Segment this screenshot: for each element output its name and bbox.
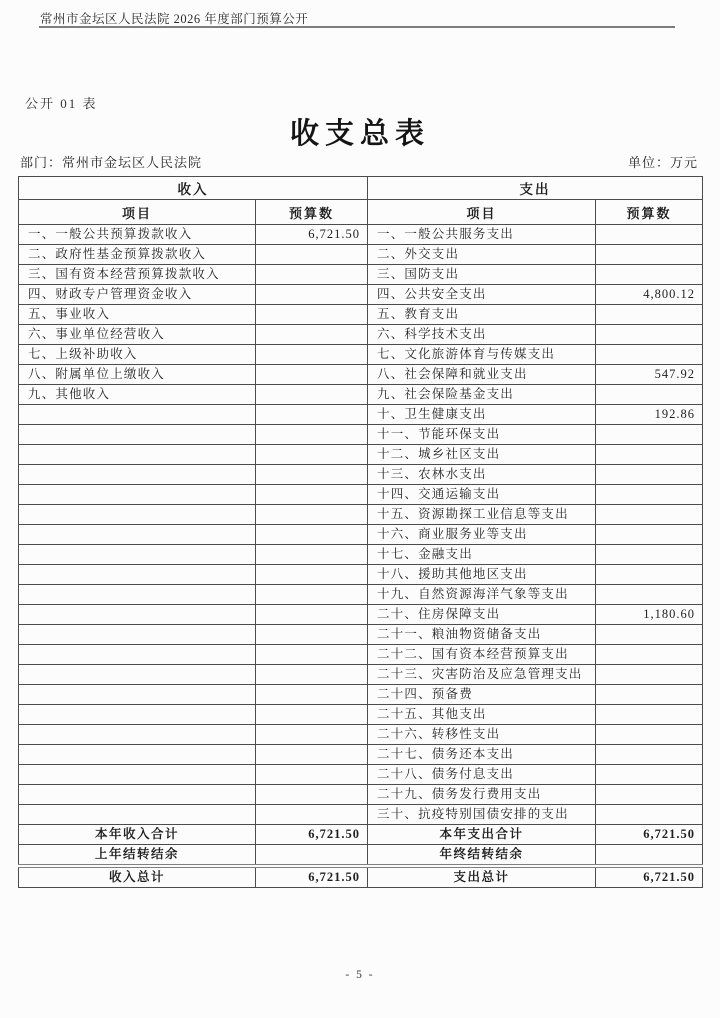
total-row [19,845,703,867]
income-budget-cell [256,585,368,605]
income-budget-cell [256,545,368,565]
table-row [19,305,703,325]
expense-item-cell: 二、外交支出 [368,245,596,265]
table-row [19,225,703,245]
expense-item-cell: 二十二、国有资本经营预算支出 [368,645,596,665]
table-meta-row [20,152,698,171]
expense-item-cell: 二十九、债务发行费用支出 [368,785,596,805]
expense-budget-cell [596,325,703,345]
income-budget-column-header: 预算数 [256,200,368,225]
expense-item-cell: 四、公共安全支出 [368,285,596,305]
expense-item-cell: 十三、农林水支出 [368,465,596,485]
table-row [19,665,703,685]
page-title: 收支总表 [289,118,430,150]
section-header-row [19,177,703,200]
expense-budget-cell [596,305,703,325]
expense-section-header: 支出 [368,177,703,200]
expense-item-cell: 支出总计 [368,866,596,888]
table-row [19,465,703,485]
income-item-cell [19,725,256,745]
document-header-title: 常州市金坛区人民法院 2026 年度部门预算公开 [40,12,309,26]
expense-item-cell: 三十、抗疫特别国债安排的支出 [368,805,596,825]
expense-budget-cell: 4,800.12 [596,285,703,305]
table-row [19,405,703,425]
header-divider [39,26,675,28]
income-item-cell: 六、事业单位经营收入 [19,325,256,345]
income-budget-cell [256,325,368,345]
income-item-cell: 本年收入合计 [19,825,256,845]
table-row [19,525,703,545]
table-row [19,705,703,725]
table-row [19,585,703,605]
income-item-cell [19,525,256,545]
income-item-cell [19,465,256,485]
expense-budget-cell [596,465,703,485]
page-number: - 5 - [345,969,375,981]
expense-item-cell: 二十、住房保障支出 [368,605,596,625]
expense-budget-cell [596,805,703,825]
expense-item-cell: 二十六、转移性支出 [368,725,596,745]
income-budget-cell [256,705,368,725]
expense-budget-cell [596,245,703,265]
income-budget-cell [256,645,368,665]
income-item-cell [19,485,256,505]
income-budget-cell [256,405,368,425]
income-item-cell: 七、上级补助收入 [19,345,256,365]
income-item-cell [19,425,256,445]
table-row [19,805,703,825]
income-budget-cell [256,625,368,645]
table-row [19,605,703,625]
expense-item-cell: 二十三、灾害防治及应急管理支出 [368,665,596,685]
expense-item-cell: 二十五、其他支出 [368,705,596,725]
income-budget-cell [256,505,368,525]
income-budget-cell [256,665,368,685]
expense-budget-cell: 192.86 [596,405,703,425]
table-row [19,325,703,345]
expense-budget-cell [596,505,703,525]
income-item-cell [19,705,256,725]
expense-item-cell: 本年支出合计 [368,825,596,845]
income-item-cell [19,445,256,465]
expense-budget-cell [596,445,703,465]
expense-budget-cell [596,645,703,665]
expense-budget-cell [596,845,703,867]
income-item-column-header: 项目 [19,200,256,225]
table-row [19,425,703,445]
income-budget-cell [256,385,368,405]
expense-item-cell: 十二、城乡社区支出 [368,445,596,465]
total-row [19,825,703,845]
expense-budget-column-header: 预算数 [596,200,703,225]
expense-budget-cell [596,345,703,365]
income-budget-cell [256,685,368,705]
expense-item-cell: 十七、金融支出 [368,545,596,565]
income-budget-cell [256,725,368,745]
expense-item-column-header: 项目 [368,200,596,225]
income-item-cell: 三、国有资本经营预算拨款收入 [19,265,256,285]
expense-budget-cell [596,705,703,725]
income-budget-cell [256,485,368,505]
income-budget-cell [256,565,368,585]
income-item-cell: 收入总计 [19,866,256,888]
income-item-cell: 四、财政专户管理资金收入 [19,285,256,305]
table-row [19,545,703,565]
department-label: 部门：常州市金坛区人民法院 [20,155,203,170]
expense-budget-cell: 6,721.50 [596,825,703,845]
income-budget-cell: 6,721.50 [256,825,368,845]
expense-item-cell: 二十八、债务付息支出 [368,765,596,785]
table-row [19,725,703,745]
expense-item-cell: 七、文化旅游体育与传媒支出 [368,345,596,365]
expense-budget-cell: 1,180.60 [596,605,703,625]
expense-budget-cell [596,525,703,545]
income-item-cell [19,505,256,525]
income-item-cell: 五、事业收入 [19,305,256,325]
income-budget-cell [256,345,368,365]
expense-budget-cell [596,665,703,685]
expense-item-cell: 十八、援助其他地区支出 [368,565,596,585]
expense-budget-cell [596,745,703,765]
income-budget-cell [256,805,368,825]
expense-budget-cell [596,765,703,785]
expense-budget-cell [596,585,703,605]
income-budget-cell [256,785,368,805]
income-item-cell [19,665,256,685]
expense-item-cell: 六、科学技术支出 [368,325,596,345]
income-item-cell [19,585,256,605]
expense-budget-cell [596,625,703,645]
expense-budget-cell [596,265,703,285]
income-item-cell [19,645,256,665]
table-row [19,785,703,805]
expense-item-cell: 年终结转结余 [368,845,596,867]
income-item-cell [19,545,256,565]
expense-budget-cell [596,545,703,565]
expense-item-cell: 十一、节能环保支出 [368,425,596,445]
income-item-cell: 九、其他收入 [19,385,256,405]
income-budget-cell [256,265,368,285]
income-budget-cell [256,845,368,867]
income-budget-cell [256,365,368,385]
table-row [19,625,703,645]
expense-item-cell: 八、社会保障和就业支出 [368,365,596,385]
expense-budget-cell: 6,721.50 [596,866,703,888]
income-section-header: 收入 [19,177,368,200]
income-item-cell [19,625,256,645]
expense-item-cell: 十、卫生健康支出 [368,405,596,425]
column-header-row [19,200,703,225]
income-budget-cell [256,745,368,765]
table-row [19,365,703,385]
expense-item-cell: 二十七、债务还本支出 [368,745,596,765]
income-budget-cell [256,525,368,545]
income-item-cell [19,685,256,705]
income-budget-cell: 6,721.50 [256,225,368,245]
total-row [19,866,703,888]
income-budget-cell [256,305,368,325]
income-budget-cell: 6,721.50 [256,866,368,888]
expense-item-cell: 二十一、粮油物资储备支出 [368,625,596,645]
income-budget-cell [256,425,368,445]
expense-budget-cell [596,425,703,445]
expense-item-cell: 二十四、预备费 [368,685,596,705]
income-budget-cell [256,285,368,305]
income-item-cell [19,785,256,805]
expense-budget-cell [596,225,703,245]
expense-item-cell: 十五、资源勘探工业信息等支出 [368,505,596,525]
table-row [19,765,703,785]
expense-item-cell: 十九、自然资源海洋气象等支出 [368,585,596,605]
table-row [19,265,703,285]
expense-item-cell: 一、一般公共服务支出 [368,225,596,245]
expense-item-cell: 十六、商业服务业等支出 [368,525,596,545]
expense-budget-cell [596,485,703,505]
income-item-cell [19,565,256,585]
income-item-cell: 二、政府性基金预算拨款收入 [19,245,256,265]
income-item-cell: 上年结转结余 [19,845,256,867]
unit-label: 单位：万元 [627,155,698,170]
income-budget-cell [256,605,368,625]
table-row [19,565,703,585]
table-row [19,245,703,265]
income-budget-cell [256,245,368,265]
table-row [19,745,703,765]
income-budget-cell [256,445,368,465]
income-item-cell [19,765,256,785]
expense-item-cell: 十四、交通运输支出 [368,485,596,505]
table-row [19,685,703,705]
income-item-cell [19,805,256,825]
income-item-cell [19,745,256,765]
table-row [19,485,703,505]
income-item-cell [19,405,256,425]
table-row [19,505,703,525]
income-budget-cell [256,465,368,485]
income-item-cell: 八、附属单位上缴收入 [19,365,256,385]
income-item-cell: 一、一般公共预算拨款收入 [19,225,256,245]
expense-budget-cell [596,685,703,705]
table-row [19,285,703,305]
expense-item-cell: 三、国防支出 [368,265,596,285]
income-budget-cell [256,765,368,785]
expense-budget-cell [596,725,703,745]
table-row [19,345,703,365]
expense-budget-cell [596,565,703,585]
expense-budget-cell [596,785,703,805]
table-number-label: 公开 01 表 [25,96,98,111]
table-row [19,385,703,405]
expense-item-cell: 九、社会保险基金支出 [368,385,596,405]
income-item-cell [19,605,256,625]
expense-budget-cell: 547.92 [596,365,703,385]
expense-item-cell: 五、教育支出 [368,305,596,325]
table-row [19,645,703,665]
table-row [19,445,703,465]
budget-summary-table [18,176,703,888]
expense-budget-cell [596,385,703,405]
